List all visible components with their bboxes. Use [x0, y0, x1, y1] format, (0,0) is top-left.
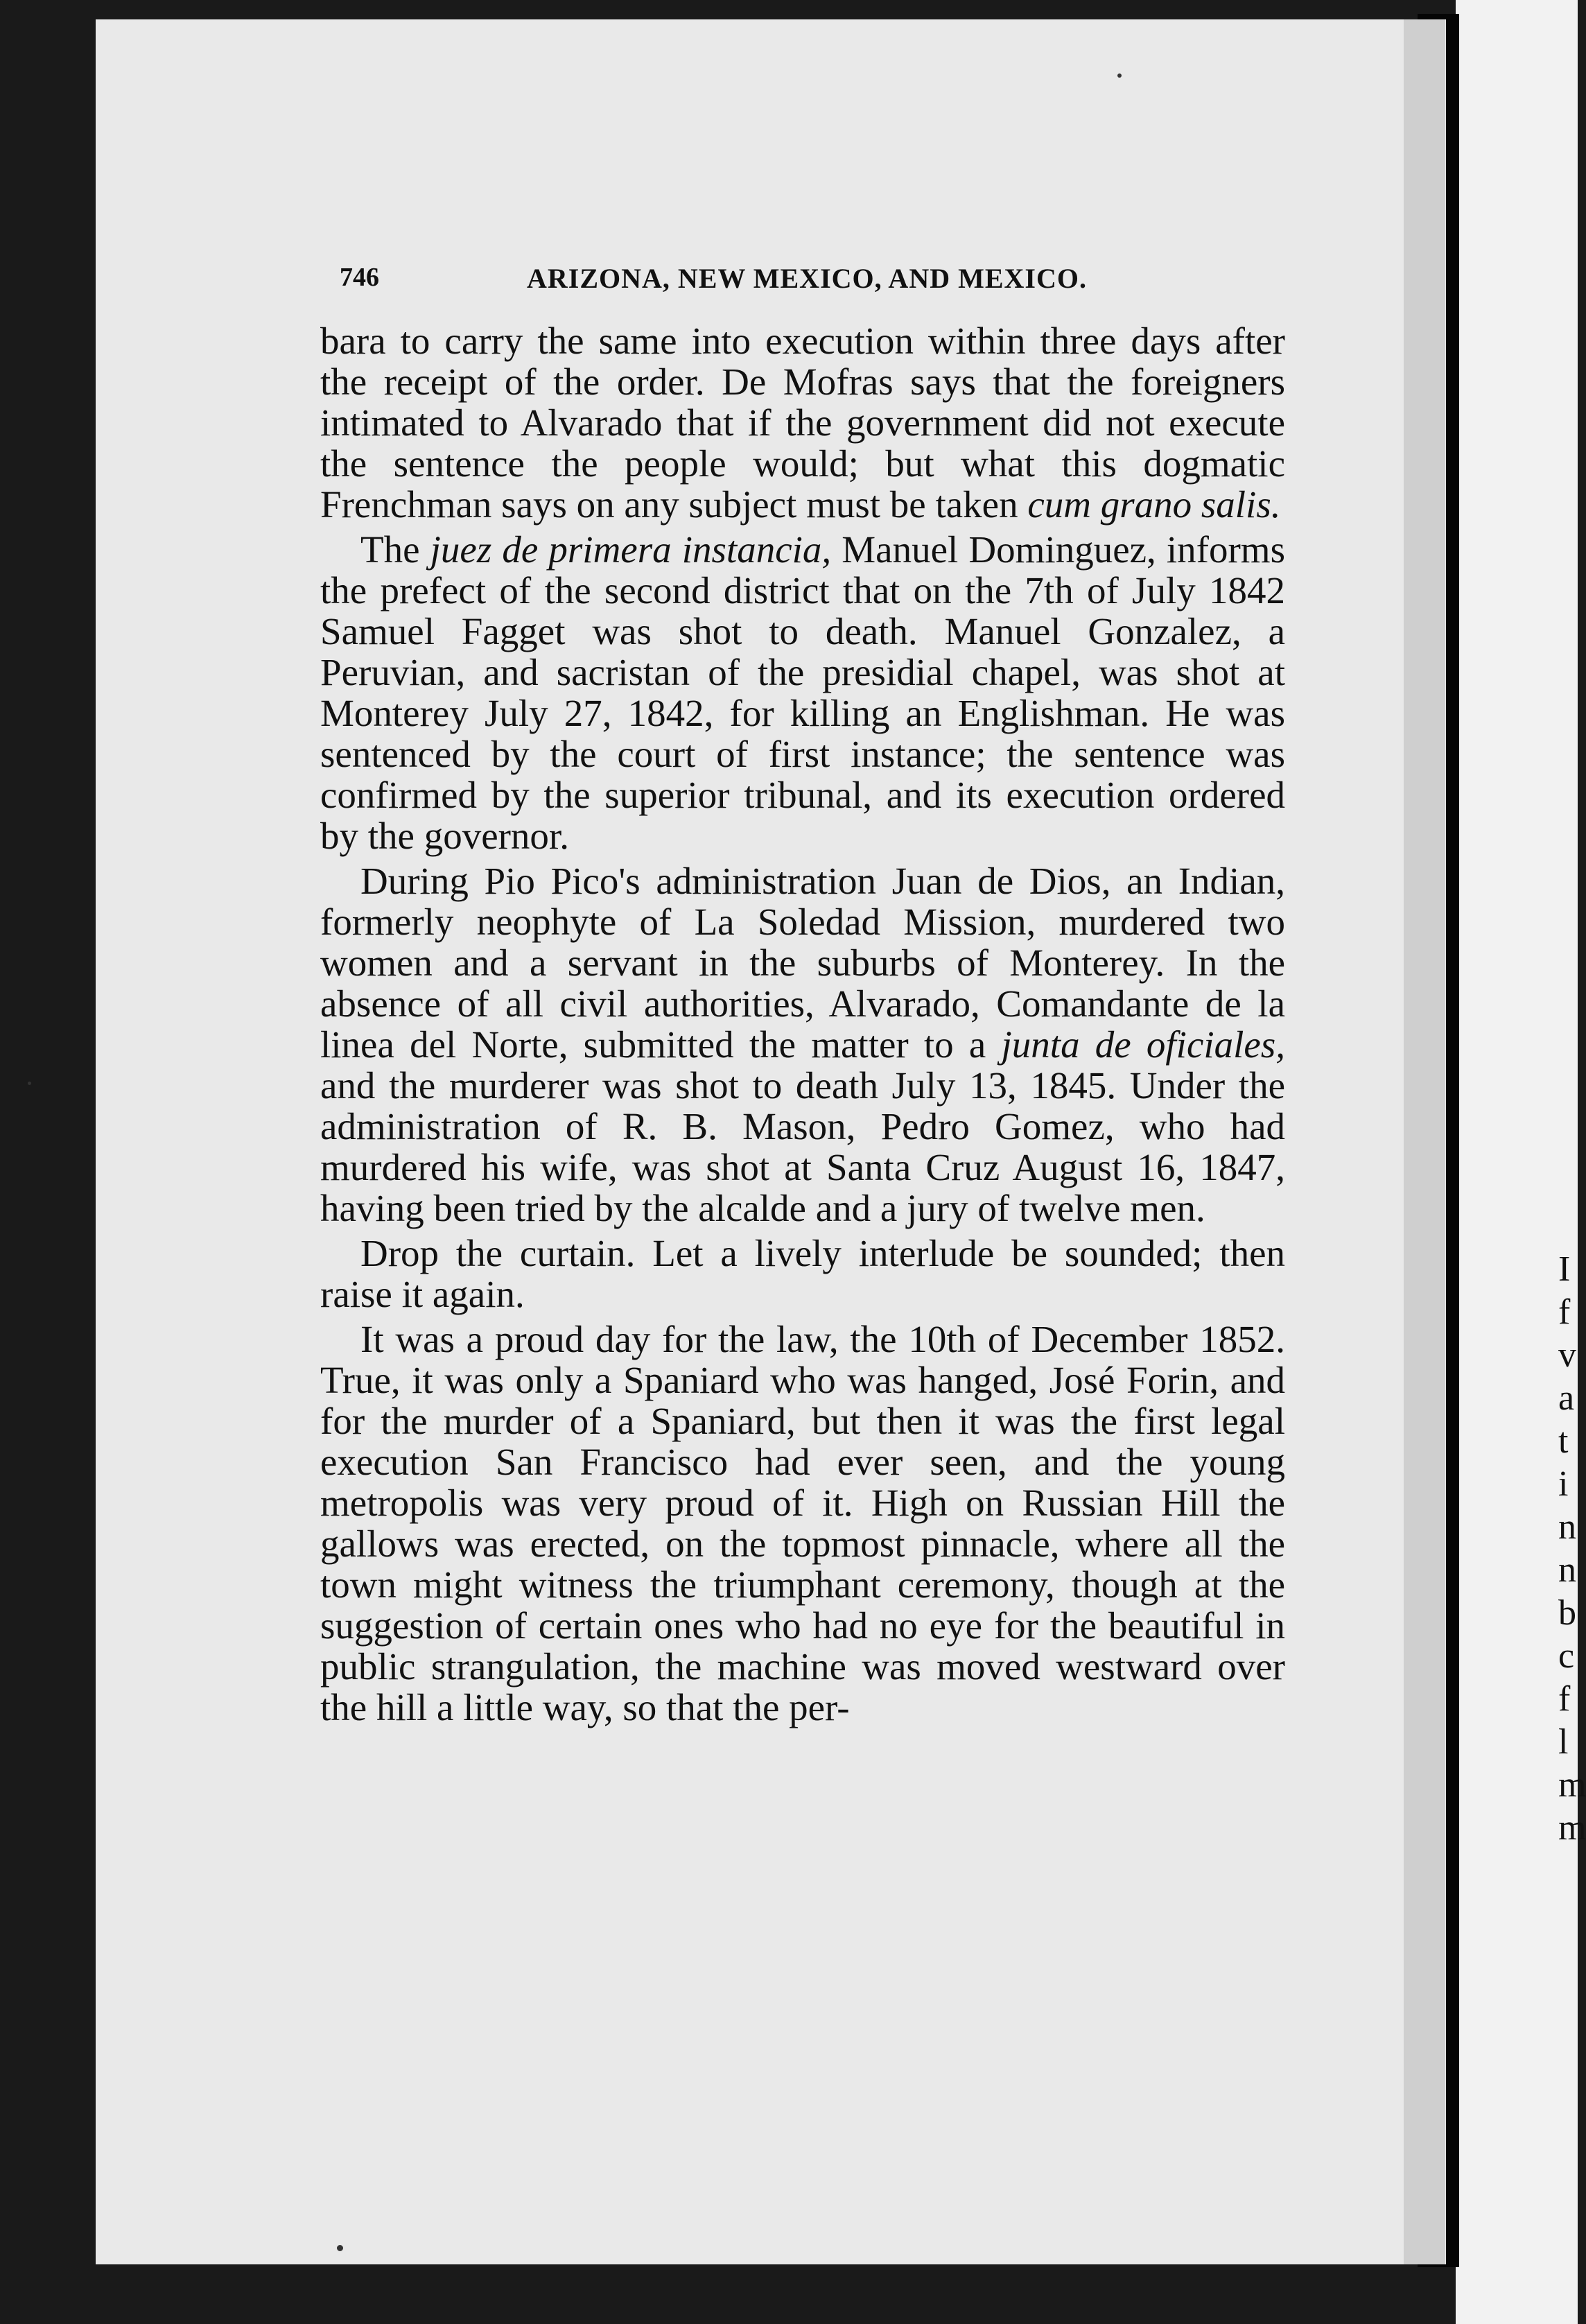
facing-page-letter: m — [1558, 1765, 1586, 1805]
facing-page-letter: v — [1558, 1335, 1576, 1375]
page-speck — [28, 1082, 31, 1085]
text-segment: During Pio Pico's administration Juan de Dios, an Indian, formerly neophyte of La Soledad Mission, murdered two women and a servant in the suburbs of Monterey. In the absence of all civil authorities, Alvarado, Comandante de la linea del Norte, submitted the matter to a — [320, 860, 1285, 1066]
paragraph — [320, 320, 1285, 525]
text-segment: Drop the curtain. Let a lively interlude be sounded; then raise it again. — [320, 1232, 1285, 1315]
facing-page-letter: c — [1558, 1636, 1575, 1676]
body-text — [320, 320, 1285, 1732]
page-number: 746 — [340, 263, 379, 292]
page-speck — [337, 2245, 343, 2251]
paragraph — [320, 860, 1285, 1229]
facing-page-letter: l — [1558, 1722, 1569, 1762]
page-speck — [1117, 73, 1122, 78]
text-segment: The — [360, 528, 430, 571]
facing-page — [1456, 0, 1578, 2324]
facing-page-letter: a — [1558, 1378, 1575, 1418]
facing-page-letter: i — [1558, 1464, 1569, 1504]
facing-page-letter: f — [1558, 1679, 1571, 1719]
text-segment: It was a proud day for the law, the 10th of December 1852. True, it was only a Spaniard who was hanged, José Forin, and for the murder of a Spaniard, but then it was the first legal execution San Francisco had ever seen, and the young metropolis was very proud of it. High on Russian Hill the gallows was erected, on the topmost pinnacle, where all the town might witness the triumphant ceremony, though at the suggestion of certain ones who had no eye for the beautiful in public strangulation, the machine was moved westward over the hill a little way, so that the per- — [320, 1318, 1285, 1728]
facing-page-letter: I — [1558, 1249, 1571, 1289]
facing-page-letter: n — [1558, 1550, 1576, 1590]
paragraph — [320, 529, 1285, 856]
facing-page-letter: t — [1558, 1421, 1569, 1461]
paragraph — [320, 1319, 1285, 1728]
page-header — [340, 262, 1109, 304]
italic-text: cum grano salis. — [1027, 483, 1281, 526]
italic-text: juez de primera instancia, — [430, 528, 832, 571]
facing-page-letter: b — [1558, 1593, 1576, 1633]
text-segment: Manuel Dominguez, informs the prefect of the second district that on the 7th of July 1842 Samuel Fagget was shot to death. Manuel Gonzalez, a Peruvian, and sacristan of the presidial chapel, was shot at Monterey July 27, 1842, for killing an Englishman. He was sentenced by the court of first instance; the sentence was confirmed by the superior tribunal, and its execution ordered by the governor. — [320, 528, 1285, 857]
text-segment: bara to carry the same into execution within three days after the receipt of the order. De Mofras says that the foreigners intimated to Alvarado that if the government did not execute the sentence the people would; but what this dogmatic Frenchman says on any subject must be taken — [320, 320, 1285, 526]
facing-page-letter-column — [1558, 1248, 1586, 1850]
page-edge-shadow — [1404, 19, 1445, 2264]
facing-page-letter: f — [1558, 1292, 1571, 1332]
text-segment: and the murderer was shot to death July 13, 1845. Under the administration of R. B. Mason, Pedro Gomez, who had murdered his wife, was shot at Santa Cruz August 16, 1847, having been tried by the alcalde and a jury of twelve men. — [320, 1064, 1285, 1229]
running-head: ARIZONA, NEW MEXICO, AND MEXICO. — [527, 263, 1087, 294]
facing-page-letter: n — [1558, 1507, 1576, 1547]
italic-text: junta de oficiales, — [1001, 1023, 1286, 1066]
facing-page-letter: m — [1558, 1808, 1586, 1848]
paragraph — [320, 1233, 1285, 1315]
